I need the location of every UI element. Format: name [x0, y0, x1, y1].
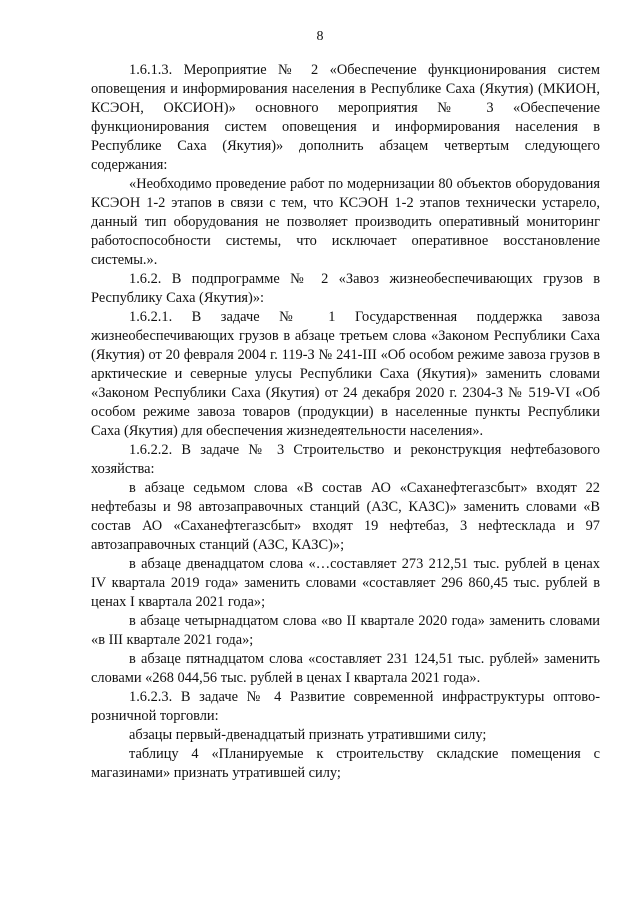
paragraph-fourteenth-abzac: в абзаце четырнадцатом слова «во II квартале 2020 года» заменить словами «в III квартале 2021 года»; — [91, 613, 600, 648]
paragraph-1-6-2-1: 1.6.2.1. В задаче № 1 Государственная поддержка завоза жизнеобеспечивающих грузов в абзаце третьем слова «Законом Республики Саха (Якутия) от 20 февраля 2004 г. 119-З № 241-III «Об особом режиме завоза грузов в арктические и северные улусы Республики Саха (Якутия)» заменить словами «Законом Республики Саха (Якутия) от 24 декабря 2020 г. 2304-З № 519-VI «Об особом режиме завоза товаров (продукции) в населенные пункты Республики Саха (Якутия) для обеспечения жизнедеятельности населения». — [91, 309, 600, 439]
page-number: 8 — [316, 29, 324, 44]
paragraph-table-4-void: таблицу 4 «Планируемые к строительству складские помещения с магазинами» признать утратившей силу; — [91, 746, 600, 781]
paragraph-fifteenth-abzac: в абзаце пятнадцатом слова «составляет 231 124,51 тыс. рублей» заменить словами «268 044,56 тыс. рублей в ценах I квартала 2021 года». — [91, 651, 600, 686]
paragraph-1-6-2: 1.6.2. В подпрограмме № 2 «Завоз жизнеобеспечивающих грузов в Республику Саха (Якутия)»: — [91, 271, 600, 306]
paragraph-seventh-abzac: в абзаце седьмом слова «В состав АО «Саханефтегазсбыт» входят 22 нефтебазы и 98 автозаправочных станций (АЗС, КАЗС)» заменить словами «В состав АО «Саханефтегазсбыт» входят 19 нефтебаз, 3 нефтесклада и 97 автозаправочных станций (АЗС, КАЗС)»; — [91, 480, 600, 553]
document-body — [91, 61, 600, 783]
paragraph-1-6-2-3: 1.6.2.3. В задаче № 4 Развитие современной инфраструктуры оптово-розничной торговли: — [91, 689, 600, 724]
paragraph-1-6-1-3: 1.6.1.3. Мероприятие № 2 «Обеспечение функционирования систем оповещения и информирования населения в Республике Саха (Якутия) (МКИОН, КСЭОН, ОКСИОН)» основного мероприятия № 3 «Обеспечение функционирования систем оповещения и информирования населения в Республике Саха (Якутия)» дополнить абзацем четвертым следующего содержания: — [91, 62, 600, 173]
paragraph-1-6-2-2: 1.6.2.2. В задаче № 3 Строительство и реконструкция нефтебазового хозяйства: — [91, 442, 600, 477]
paragraph-abzacy-void: абзацы первый-двенадцатый признать утратившими силу; — [129, 727, 487, 743]
paragraph-quote-kseon: «Необходимо проведение работ по модернизации 80 объектов оборудования КСЭОН 1-2 этапов в связи с тем, что КСЭОН 1-2 этапов технически устарело, данный тип оборудования не позволяет производить оперативный мониторинг работоспособности системы, что исключает оперативное восстановление системы.». — [91, 176, 600, 268]
paragraph-twelfth-abzac: в абзаце двенадцатом слова «…составляет 273 212,51 тыс. рублей в ценах IV квартала 2019 года» заменить словами «составляет 296 860,45 тыс. рублей в ценах I квартала 2021 года»; — [91, 556, 600, 610]
